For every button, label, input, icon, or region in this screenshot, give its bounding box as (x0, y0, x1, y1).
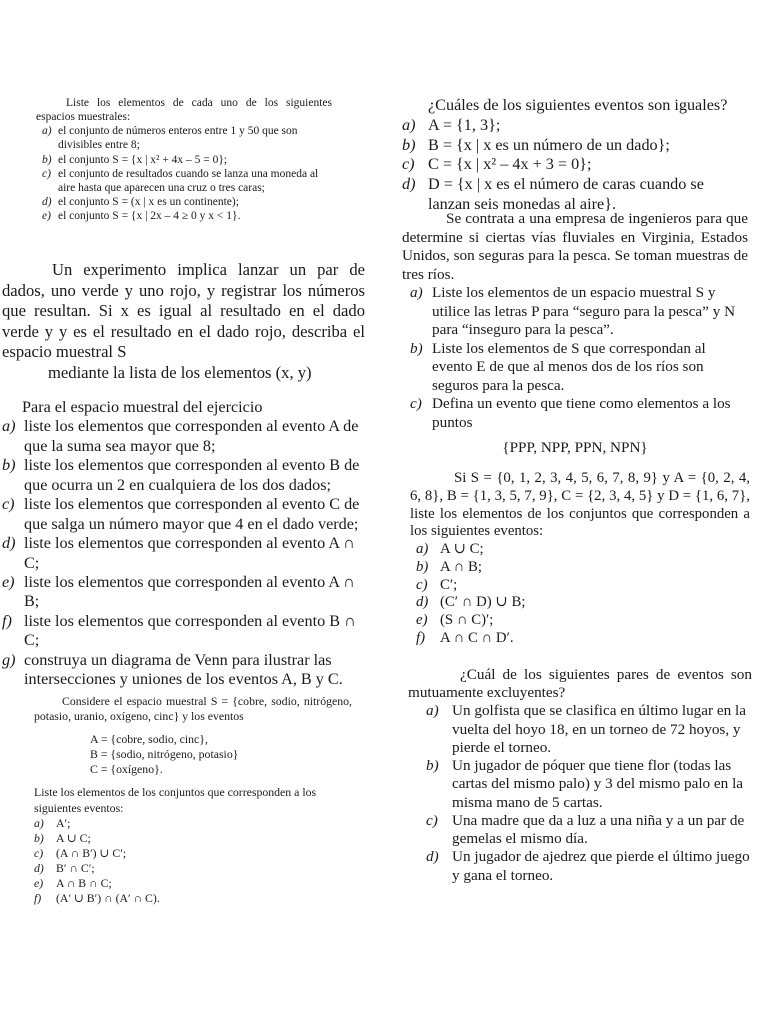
list-item (408, 848, 752, 884)
list-item (402, 155, 747, 175)
item-label: b) (426, 757, 439, 775)
item-label: f) (416, 629, 426, 646)
exercise-intro: Considere el espacio muestral S = {cobre, sodio, nitrógeno, potasio, uranio, oxígeno, cinc} y los eventos (34, 694, 352, 724)
list-item (402, 175, 747, 215)
item-list (36, 124, 332, 223)
list-item (34, 816, 352, 831)
exercise-intro: ¿Cuál de los siguientes pares de eventos son mutuamente excluyentes? (408, 666, 752, 702)
item-label: d) (42, 195, 52, 208)
item-text: Un jugador de ajedrez que pierde el último juego y gana el torneo. (452, 848, 750, 884)
list-item (2, 495, 365, 534)
item-list (402, 116, 747, 215)
item-label: b) (410, 339, 423, 357)
item-label: a) (42, 125, 52, 138)
item-label: b) (402, 135, 416, 154)
list-item (2, 651, 365, 690)
item-label: e) (416, 612, 428, 628)
item-text: liste los elementos que corresponden al evento B ∩ C; (24, 611, 356, 650)
list-item (34, 846, 352, 861)
exercise-text: Si S = {0, 1, 2, 3, 4, 5, 6, 7, 8, 9} y A = {0, 2, 4, 6, 8}, B = {1, 3, 5, 7, 9}, C = {2, 3, 4, 5} y D = {1, 6, 7}, liste los elementos de los conjuntos que corresponden a los siguientes eventos: (410, 470, 750, 540)
item-text: A = {1, 3}; (428, 115, 501, 134)
item-text: B′ ∩ C′; (56, 860, 95, 875)
item-text: A ∩ B ∩ C; (56, 876, 112, 891)
item-label: a) (416, 541, 429, 557)
item-text: Defina un evento que tiene como elementos a los puntos (432, 395, 731, 432)
set-definition: C = {oxígeno}. (90, 762, 163, 777)
list-item (2, 612, 365, 651)
item-label: g) (2, 650, 16, 669)
item-label: a) (426, 702, 439, 720)
exercise-lead: Liste los elementos de los conjuntos que corresponden a los siguientes eventos: (34, 785, 317, 815)
list-item (402, 284, 748, 340)
item-text: A ∪ C; (440, 541, 484, 557)
item-text: el conjunto S = (x | x es un continente); (58, 195, 239, 208)
item-label: d) (416, 594, 429, 611)
list-item (2, 534, 365, 573)
set-definition: A = {cobre, sodio, cinc}, (90, 732, 208, 747)
item-text: liste los elementos que corresponden al evento A de que la suma sea mayor que 8; (24, 417, 359, 455)
item-list (410, 541, 750, 648)
list-item (410, 577, 750, 595)
item-list (2, 417, 365, 689)
list-item (408, 812, 752, 848)
item-label: c) (426, 811, 438, 829)
item-label: d) (402, 175, 416, 194)
exercise-text: Se contrata a una empresa de ingenieros para que determine si ciertas vías fluviales en Virginia, Estados Unidos, son seguras para la pesca. Se toman muestras de tres ríos. (402, 210, 748, 283)
exercise-rivers (402, 210, 748, 457)
item-label: c) (34, 845, 44, 860)
item-text: A ∩ B; (440, 558, 482, 575)
exercise-intro: Liste los elementos de cada uno de los siguientes espacios muestrales: (36, 97, 332, 124)
exercise-text: Un experimento implica lanzar un par de dados, uno verde y uno rojo, y registrar los números que resultan. Si x es igual al resultado en el dado verde y y es el resultado en el dado rojo, describa el espacio muestral S (2, 260, 365, 362)
item-label: c) (416, 576, 428, 593)
item-label: d) (426, 848, 439, 866)
list-item (410, 612, 750, 630)
exercise-equal-events (402, 96, 747, 215)
set-definition: B = {sodio, nitrógeno, potasio} (90, 747, 239, 762)
item-label: a) (402, 115, 416, 134)
item-text: D = {x | x es el número de caras cuando se lanzan seis monedas al aire}. (428, 175, 704, 213)
list-item (402, 116, 747, 136)
item-list (34, 816, 352, 907)
item-text: (A′ ∪ B′) ∩ (A′ ∩ C). (56, 891, 160, 906)
item-list (402, 284, 748, 432)
item-text: liste los elementos que corresponden al evento A ∩ B; (24, 572, 355, 611)
item-label: c) (410, 395, 422, 413)
exercise-intro: ¿Cuáles de los siguientes eventos son iguales? (428, 96, 728, 114)
item-text: (C′ ∩ D) ∪ B; (440, 594, 526, 611)
list-item (402, 340, 748, 396)
item-label: f) (2, 611, 12, 630)
exercise-text-tail: mediante la lista de los elementos (x, y) (48, 362, 312, 382)
item-text: A ∪ C; (56, 830, 91, 845)
list-item (2, 456, 365, 495)
exercise-sample-spaces (36, 96, 332, 223)
item-text: el conjunto S = {x | 2x – 4 ≥ 0 y x < 1}. (58, 210, 241, 223)
item-text: liste los elementos que corresponden al evento C de que salga un número mayor que 4 en el dado verde; (24, 495, 360, 533)
exercise-intro: Para el espacio muestral del ejercicio (22, 398, 263, 416)
item-text: liste los elementos que corresponden al evento B de que ocurra un 2 en cualquiera de los dos dados; (24, 456, 360, 494)
list-item (36, 209, 332, 223)
list-item (410, 594, 750, 612)
item-text: C′; (440, 576, 458, 593)
item-label: d) (34, 860, 44, 875)
list-item (410, 559, 750, 577)
item-label: b) (2, 456, 16, 475)
item-label: c) (42, 167, 51, 180)
item-label: d) (2, 534, 16, 553)
item-text: el conjunto de resultados cuando se lanza una moneda al aire hasta que aparecen una cruz o tres caras; (58, 167, 319, 194)
item-text: Un jugador de póquer que tiene flor (todas las cartas del mismo palo) y 3 del mismo palo en la misma mano de 5 cartas. (452, 757, 744, 811)
item-text: Liste los elementos de S que correspondan al evento E de que al menos dos de los ríos son seguros para la pesca. (432, 339, 706, 394)
exercise-dice-events (2, 398, 365, 690)
list-item (36, 195, 332, 209)
list-item (410, 630, 750, 648)
exercise-chemical-elements (34, 694, 352, 906)
list-item (36, 153, 332, 167)
item-text: Un golfista que se clasifica en último lugar en la vuelta del hoyo 18, en un torneo de 72 hoyos, y pierde el torneo. (452, 702, 746, 756)
item-text: el conjunto de números enteros entre 1 y 50 que son divisibles entre 8; (58, 125, 298, 152)
exercise-dice (2, 260, 365, 383)
item-label: c) (402, 155, 415, 174)
event-points: {PPP, NPP, PPN, NPN} (502, 438, 648, 456)
item-label: b) (416, 558, 429, 575)
item-label: b) (34, 830, 44, 845)
item-label: a) (410, 284, 423, 302)
item-label: c) (2, 495, 15, 514)
list-item (408, 702, 752, 757)
list-item (36, 167, 332, 195)
item-text: A ∩ C ∩ D′. (440, 629, 514, 646)
list-item (34, 831, 352, 846)
list-item (2, 417, 365, 456)
exercise-mutually-exclusive (408, 666, 752, 885)
item-text: el conjunto S = {x | x² + 4x – 5 = 0}; (58, 153, 228, 166)
item-text: A′; (56, 815, 71, 830)
list-item (2, 573, 365, 612)
item-text: Liste los elementos de un espacio muestral S y utilice las letras P para “seguro para la pesca” y N para “inseguro para la pesca”. (432, 284, 736, 339)
item-text: construya un diagrama de Venn para ilustrar las intersecciones y uniones de los eventos A, B y C. (24, 650, 343, 689)
list-item (34, 861, 352, 876)
item-text: Una madre que da a luz a una niña y a un par de gemelas el mismo día. (452, 811, 745, 848)
item-text: B = {x | x es un número de un dado}; (428, 135, 670, 154)
item-list (408, 702, 752, 884)
list-item (410, 541, 750, 559)
item-text: (S ∩ C)′; (440, 612, 494, 628)
list-item (34, 876, 352, 891)
list-item (408, 757, 752, 812)
list-item (402, 136, 747, 156)
item-label: b) (42, 153, 52, 166)
item-label: a) (2, 417, 16, 436)
item-label: f) (34, 891, 42, 906)
set-definitions (90, 732, 352, 777)
item-text: C = {x | x² – 4x + 3 = 0}; (428, 155, 592, 174)
item-text: (A ∩ B′) ∪ C′; (56, 845, 127, 860)
list-item (402, 395, 748, 432)
item-text: liste los elementos que corresponden al evento A ∩ C; (24, 534, 355, 572)
item-label: e) (34, 876, 44, 891)
item-label: e) (42, 210, 51, 223)
list-item (36, 124, 332, 152)
list-item (34, 891, 352, 906)
item-label: e) (2, 572, 15, 591)
exercise-number-sets (410, 470, 750, 648)
item-label: a) (34, 815, 44, 830)
